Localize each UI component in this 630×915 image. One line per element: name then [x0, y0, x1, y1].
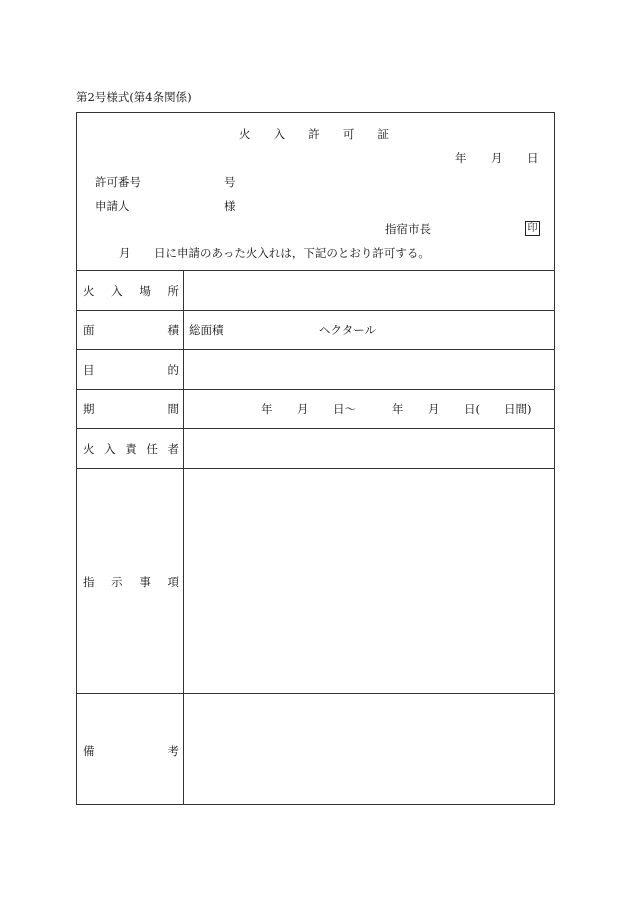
label-char: 指 [83, 575, 95, 589]
manager-label [83, 441, 179, 457]
column-divider [183, 270, 184, 805]
label-char: 示 [111, 575, 123, 589]
form-title [239, 126, 389, 142]
label-char: 所 [167, 284, 179, 298]
period-end-month: 月 [428, 402, 440, 416]
permit-number-label: 許可番号 [95, 175, 141, 189]
label-char: 的 [167, 363, 179, 377]
applicant-label: 申請人 [95, 199, 130, 213]
remarks-label [83, 743, 179, 759]
period-start-year: 年 [261, 402, 273, 416]
label-char: 考 [167, 744, 179, 758]
instructions-label [83, 574, 179, 590]
label-char: 場 [139, 284, 151, 298]
row-divider [77, 468, 554, 469]
label-char: 面 [83, 323, 95, 337]
location-label [83, 283, 179, 299]
permit-form [76, 112, 555, 805]
period-start-day: 日〜 [333, 402, 356, 416]
label-char: 期 [83, 402, 95, 416]
period-start-month: 月 [297, 402, 309, 416]
permit-number-suffix: 号 [224, 175, 236, 189]
row-divider [77, 389, 554, 390]
title-char: 入 [273, 127, 286, 141]
applicant-suffix: 様 [224, 199, 236, 213]
label-char: 火 [83, 284, 95, 298]
row-divider [77, 428, 554, 429]
row-divider [77, 693, 554, 694]
label-char: 責 [125, 442, 137, 456]
period-days: 日間) [504, 402, 532, 416]
label-char: 任 [146, 442, 158, 456]
title-char: 火 [239, 127, 251, 141]
row-divider [77, 270, 554, 271]
area-unit: ヘクタール [319, 323, 377, 337]
permit-statement: 日に申請のあった火入れは，下記のとおり許可する。 [154, 246, 430, 260]
statement-month: 月 [119, 246, 131, 260]
period-end-day: 日( [464, 402, 480, 416]
date-year-label: 年 [455, 151, 467, 165]
date-day-label: 日 [527, 151, 539, 165]
row-divider [77, 310, 554, 311]
area-label [83, 322, 179, 338]
label-char: 入 [104, 442, 116, 456]
label-char: 間 [167, 402, 179, 416]
title-char: 可 [342, 127, 355, 141]
total-area-label: 総面積 [189, 323, 224, 337]
label-char: 入 [111, 284, 123, 298]
period-label [83, 401, 179, 417]
row-divider [77, 349, 554, 350]
purpose-label [83, 362, 179, 378]
period-end-year: 年 [392, 402, 404, 416]
title-char: 許 [308, 127, 320, 141]
issuer-name: 指宿市長 [385, 222, 431, 236]
label-char: 者 [167, 442, 179, 456]
label-char: 備 [83, 744, 95, 758]
label-char: 事 [139, 575, 151, 589]
label-char: 項 [167, 575, 179, 589]
form-number-label: 第2号様式(第4条関係) [76, 90, 192, 104]
label-char: 目 [83, 363, 95, 377]
label-char: 火 [83, 442, 95, 456]
label-char: 積 [167, 323, 179, 337]
seal-mark: 印 [525, 221, 540, 236]
title-char: 証 [377, 127, 389, 141]
date-month-label: 月 [491, 151, 503, 165]
